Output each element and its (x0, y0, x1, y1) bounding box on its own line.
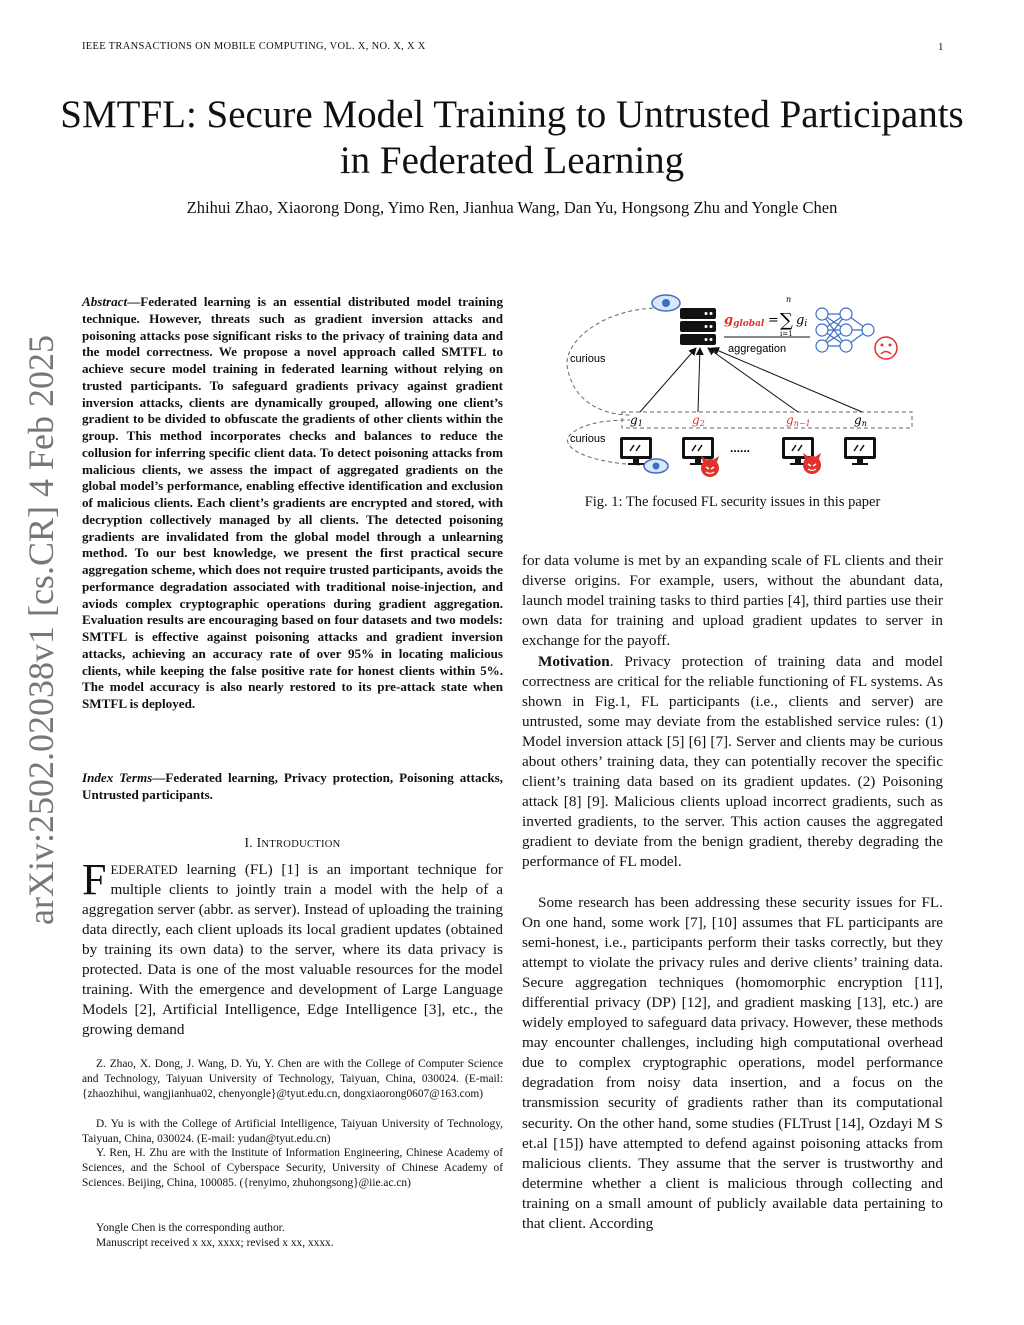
eye-icon (644, 459, 668, 473)
author-list: Zhihui Zhao, Xiaorong Dong, Yimo Ren, Jianhua Wang, Dan Yu, Hongsong Zhu and Yongle Chen (186, 198, 838, 217)
arrow-gn1 (708, 348, 798, 412)
clients-group-box (622, 412, 912, 428)
arxiv-stamp: arXiv:2502.02038v1 [cs.CR] 4 Feb 2025 (21, 335, 61, 925)
section-initial: I (256, 835, 262, 850)
server-icon (680, 308, 716, 345)
curious-top-label: curious (570, 353, 606, 365)
formula-g-global: gglobal (724, 313, 765, 329)
section-numeral: I. (244, 835, 257, 850)
arrow-g2 (698, 348, 700, 412)
formula-g-i: gi (796, 313, 808, 329)
index-terms-text: —Federated learning, Privacy protection, Poisoning attacks, Untrusted participants. (82, 770, 503, 802)
formula-sum-bottom: i=1 (780, 330, 793, 338)
right-paragraph-motivation (522, 652, 943, 873)
neural-network-icon (816, 308, 874, 352)
footnote-affiliation-2: D. Yu is with the College of Artificial Intelligence, Taiyuan University of Technology, Taiyuan, China, 030024. (E-mail: yudan@tyut.edu.cn) (82, 1118, 503, 1145)
section-heading (82, 835, 503, 851)
label-g2: g2 (692, 413, 705, 428)
label-g1: g1 (630, 413, 643, 428)
right-paragraph-1: for data volume is met by an expanding scale of FL clients and their diverse origins. For example, users, without the abundant data, launch model training tasks to third parties [4], third parties use their own data for training and upload gradient updates to server in exchange for the payoff. (522, 552, 943, 650)
drop-cap: F (82, 855, 107, 904)
formula-sum-top: n (786, 295, 792, 304)
arrow-g1 (640, 348, 696, 412)
index-terms (82, 770, 503, 804)
intro-text: learning (FL) [1] is an important technique for multiple clients to jointly train a model with the help of a aggregation server (abbr. as server). Instead of uploading the training data directly, each client uploads its local gradient updates (obtained by training its own data) to the server, where its data privacy is protected. Data is one of the most valuable resources for the model training. With the emergence and development of Large Language Models [2], Artificial Intelligence, Edge Intelligence [3], etc., the growing demand (82, 861, 503, 1038)
label-gn: gn (854, 413, 867, 428)
client-monitor-4-icon (844, 437, 876, 465)
sad-face-icon (875, 337, 897, 359)
intro-first-word: EDERATED (110, 862, 178, 877)
motivation-lead: Motivation (538, 653, 610, 670)
eye-icon (652, 295, 680, 311)
devil-icon (803, 453, 821, 474)
right-paragraph-3: Some research has been addressing these security issues for FL. On one hand, some work [7], [10] assumes that FL participants are semi-honest, i.e., participants perform their tasks correctly, but they attempt to violate the privacy rules and derive clients’ training data. Secure aggregation techniques (homomorphic encryption [11], differential privacy (DP) [12], and gradient masking [13], etc.) are widely employed to safeguard data privacy. However, these methods may encounter challenges, including high computational overhead due to complex cryptographic operations, model performance degradation from noisy data insertion, and a focus on the transmission security of gradients rather than its computational security. On the other hand, some studies (FLTrust [14], Ozdayi M S et.al [15]) have attempted to defend against poisoning attacks from malicious clients. They assume that the server is trustworthy and determine whether a client is malicious through collecting and training on a small amount of publicly available data pertaining to that client. According (522, 894, 943, 1232)
formula-sigma: ∑ (780, 310, 793, 331)
section-rest: NTRODUCTION (261, 839, 341, 850)
abstract (82, 294, 503, 713)
curious-bottom-label: curious (570, 433, 606, 445)
footnote-affiliation-3: Y. Ren, H. Zhu are with the Institute of Information Engineering, Chinese Academy of Sciences, and the School of Cyberspace Security, University of Chinese Academy of Sciences. Beijing, China, 100085. ({renyimo, zhuhongsong}@iie.ac.cn) (82, 1147, 503, 1189)
abstract-text: —Federated learning is an essential distributed model training technique. However, threats such as gradient inversion attacks and poisoning attacks pose significant risks to the privacy of training data and the model correctness. We propose a novel approach called SMTFL to achieve secure model training in federated learning without relying on trusted participants. To safeguard gradients privacy against gradient inversion attacks, clients are dynamically grouped, allowing one client’s gradient to be divided to obfuscate the gradients of other clients within the group. This method incorporates checks and balances to reduce the collusion for inferring specific client data. To detect poisoning attacks from malicious clients, we assess the impact of aggregated gradients on the global model’s performance, enabling effective identification and exclusion of malicious clients. Each client’s gradients are encrypted and stored, with decryption collectively managed by all clients. The detected poisoning gradients are invalidated from the global model through a unlearning method. To our best knowledge, we present the first practical secure aggregation scheme, which does not require trusted participants, avoids the performance degradation associated with traditional noise-injection, and aviods complex cryptographic operations during gradient aggregation. Evaluation results are encouraging based on four datasets and two models: SMTFL is effective against poisoning attacks and gradient inversion attacks, achieving an accuracy rate of over 95% in locating malicious clients, while keeping the false positive rate for honest clients within 5%. The model accuracy is also nearly restored to its pre-attack state when SMTFL is deployed. (82, 294, 503, 711)
intro-paragraph (82, 855, 503, 1040)
label-gn1: gn−1 (786, 413, 811, 428)
aggregation-label: aggregation (728, 343, 787, 355)
running-header: IEEE TRANSACTIONS ON MOBILE COMPUTING, VOL. X, NO. X, X X (82, 41, 426, 52)
clients-ellipsis: ...... (730, 441, 751, 455)
page-number: 1 (938, 41, 944, 53)
devil-icon (701, 456, 719, 477)
footnote-corresponding (82, 1221, 503, 1251)
formula-equals: = (768, 313, 779, 328)
footnote-manuscript: Manuscript received x xx, xxxx; revised x xx, xxxx. (96, 1237, 334, 1249)
index-terms-lead: Index Terms (82, 770, 153, 785)
figure-fl-security (560, 290, 920, 490)
arrow-gn (712, 348, 862, 412)
abstract-lead: Abstract (82, 294, 128, 309)
paper-title: SMTFL: Secure Model Training to Untrusted Participants in Federated Learning (60, 93, 964, 182)
footnote-affiliation-1: Z. Zhao, X. Dong, J. Wang, D. Yu, Y. Chen are with the College of Computer Science and Technology, Taiyuan University of Technology, Taiyuan, China, 030024. (E-mail: {zhaozhihui, wangjianhua02, chenyongle}@tyut.edu.cn, dongxiaorong0607@163.com) (82, 1058, 503, 1100)
motivation-text: . Privacy protection of training data and model correctness are critical for the reliable functioning of FL systems. As shown in Fig.1, FL participants (i.e., clients and server) are untrusted, some may deviate from the established service rules: (1) Model inversion attack [5] [6] [7]. Server and clients may be curious about others’ training data, they can potentially recover the specific client’s training data based on its gradient updates. (2) Poisoning attack [8] [9]. Malicious clients upload incorrect gradients, such as inverted gradients, to the server. This action causes the aggregated gradient to deviate from the benign gradient, thereby degrading the performance of FL model. (522, 653, 943, 871)
footnote-corresponding-author: Yongle Chen is the corresponding author. (96, 1222, 285, 1234)
figure-caption: Fig. 1: The focused FL security issues in this paper (584, 494, 881, 510)
